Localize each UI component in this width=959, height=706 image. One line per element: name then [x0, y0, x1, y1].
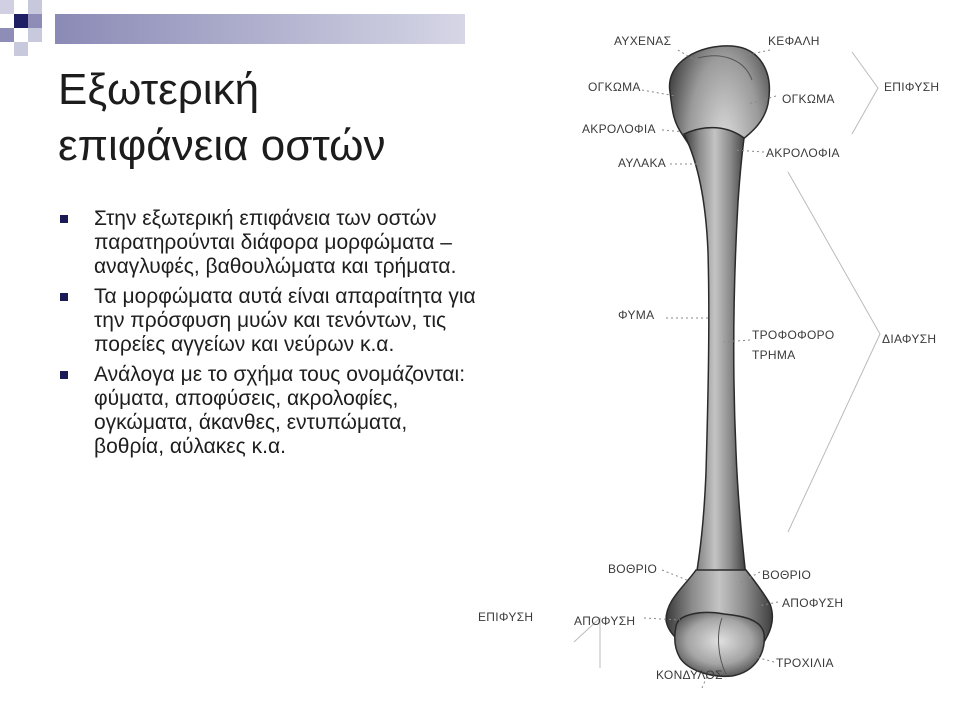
- label-kefali: ΚΕΦΑΛΗ: [768, 34, 820, 48]
- label-aulaka: ΑΥΛΑΚΑ: [618, 156, 667, 170]
- label-akrolofia-right: ΑΚΡΟΛΟΦΙΑ: [766, 146, 840, 160]
- label-diafysi: ΔΙΑΦΥΣΗ: [882, 332, 937, 346]
- humerus-bone-image: [470, 22, 959, 701]
- label-epifysi-bottom: ΕΠΙΦΥΣΗ: [478, 610, 534, 624]
- bullet-text: Στην εξωτερική επιφάνεια των οστών παρατηρούνται διάφορα μορφώματα – αναγλυφές, βαθουλώματα και τρήματα.: [94, 207, 457, 278]
- label-bothrio-right: ΒΟΘΡΙΟ: [762, 568, 812, 582]
- slide-title: [58, 62, 386, 174]
- humerus-figure: [470, 22, 959, 701]
- slide-title-line-1: Εξωτερική: [58, 65, 260, 114]
- label-ogkoma-left: ΟΓΚΩΜΑ: [588, 80, 641, 94]
- bullet-item: [58, 363, 478, 459]
- label-auxenas: ΑΥΧΕΝΑΣ: [614, 34, 672, 48]
- label-apofysi-right: ΑΠΟΦΥΣΗ: [782, 596, 844, 610]
- label-apofysi-left: ΑΠΟΦΥΣΗ: [574, 614, 636, 628]
- bullet-square-icon: [60, 293, 68, 301]
- label-trofoforo-1: ΤΡΟΦΟΦΟΡΟ: [752, 328, 835, 342]
- bullet-text: Ανάλογα με το σχήμα τους ονομάζονται: φύματα, αποφύσεις, ακρολοφίες, ογκώματα, άκανθες, εντυπώματα, βοθρία, αύλακες κ.α.: [94, 363, 466, 458]
- label-epifysi-top: ΕΠΙΦΥΣΗ: [884, 80, 940, 94]
- header-decoration: [0, 0, 470, 60]
- label-trofoforo-2: ΤΡΗΜΑ: [752, 348, 796, 362]
- bullet-item: [58, 285, 478, 357]
- label-trochilia: ΤΡΟΧΙΛΙΑ: [776, 656, 834, 670]
- label-ogkoma-right: ΟΓΚΩΜΑ: [782, 92, 835, 106]
- label-fyma: ΦΥΜΑ: [618, 308, 655, 322]
- label-kondylos: ΚΟΝΔΥΛΟΣ: [656, 668, 723, 682]
- bullet-list: [58, 207, 478, 465]
- label-akrolofia-left: ΑΚΡΟΛΟΦΙΑ: [582, 122, 656, 136]
- bullet-square-icon: [60, 215, 68, 223]
- label-bothrio-left: ΒΟΘΡΙΟ: [608, 562, 658, 576]
- bullet-square-icon: [60, 371, 68, 379]
- slide-title-line-2: επιφάνεια οστών: [58, 121, 386, 170]
- bullet-text: Τα μορφώματα αυτά είναι απαραίτητα για την πρόσφυση μυών και τενόντων, τις πορείες αγγείων και νεύρων κ.α.: [94, 285, 476, 356]
- bullet-item: [58, 207, 478, 279]
